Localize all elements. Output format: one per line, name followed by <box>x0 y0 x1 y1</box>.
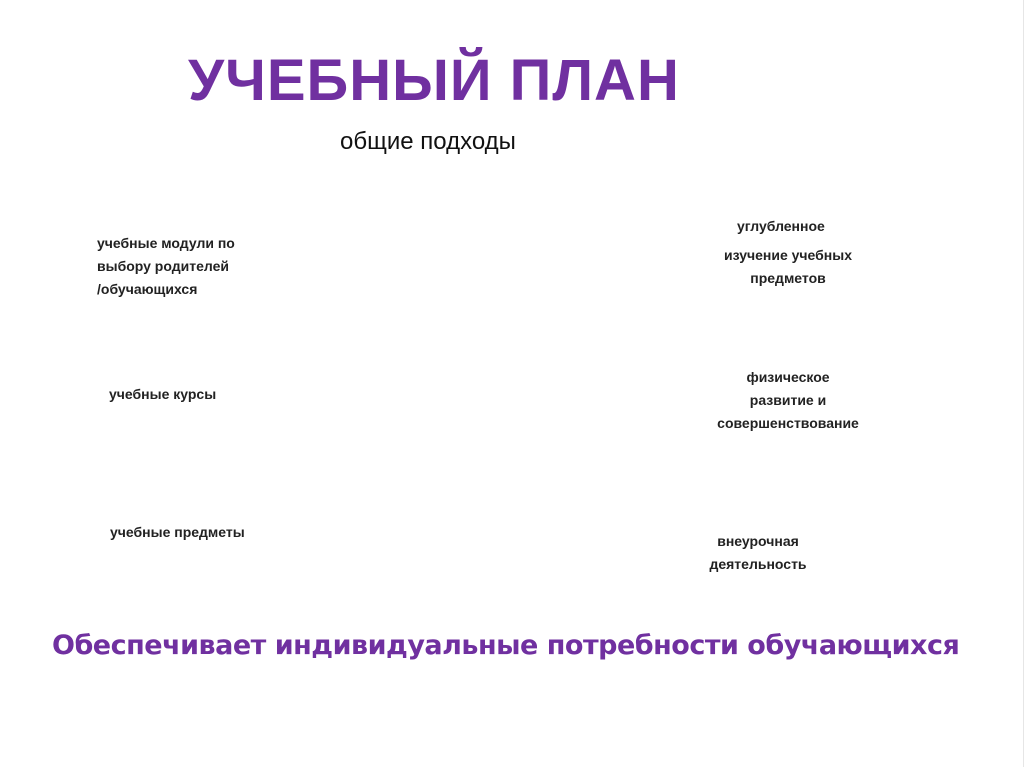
slide-footer: Обеспечивает индивидуальные потребности обучающихся <box>52 630 960 661</box>
item-advanced-study-line-1: изучение учебных <box>723 247 853 263</box>
item-courses <box>109 383 216 406</box>
item-advanced <box>737 215 825 238</box>
item-subjects-line-1: учебные предметы <box>110 524 245 540</box>
item-modules-line-2: выбору родителей <box>97 258 229 274</box>
item-modules <box>97 232 235 301</box>
item-advanced-line-1: углубленное <box>737 218 825 234</box>
item-modules-line-3: /обучающихся <box>97 281 198 297</box>
item-advanced-study <box>714 244 862 290</box>
item-subjects <box>110 521 245 544</box>
item-extracurricular-line-2: деятельность <box>709 556 807 572</box>
item-extracurricular-line-1: внеурочная <box>717 533 799 549</box>
slide-title: УЧЕБНЫЙ ПЛАН <box>188 48 680 113</box>
item-modules-line-1: учебные модули по <box>97 235 235 251</box>
item-physical <box>707 366 869 435</box>
item-courses-line-1: учебные курсы <box>109 386 217 402</box>
item-physical-line-1: физическое <box>746 369 830 385</box>
item-physical-line-2: развитие и <box>749 392 827 408</box>
item-physical-line-3: совершенствование <box>717 415 859 431</box>
slide-subtitle: общие подходы <box>340 128 516 155</box>
item-advanced-study-line-2: предметов <box>750 270 826 286</box>
item-extracurricular <box>700 530 816 576</box>
